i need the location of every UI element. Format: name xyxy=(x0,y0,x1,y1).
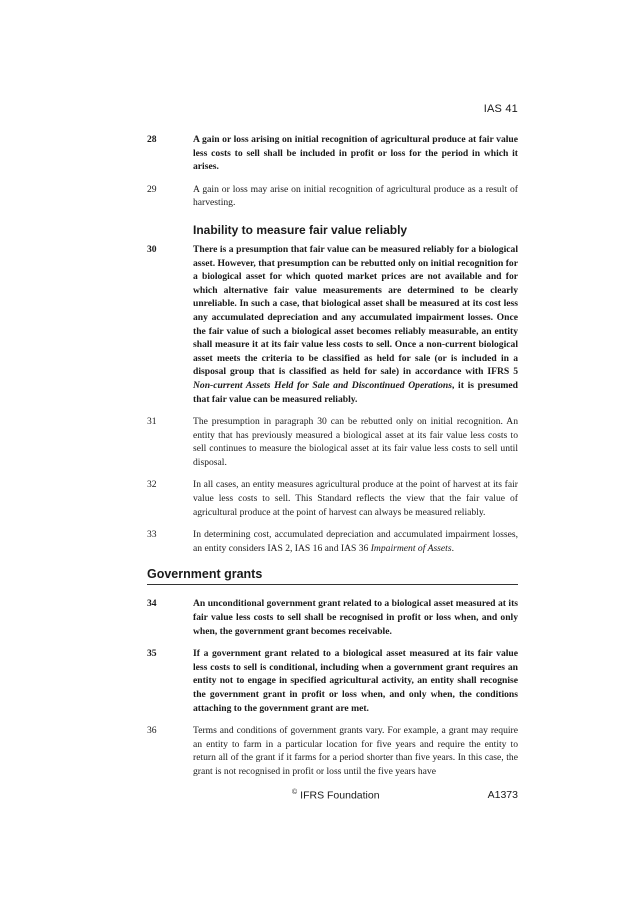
paragraph-number: 33 xyxy=(147,529,157,541)
paragraph-text-part1: In determining cost, accumulated depreciation and accumulated impairment losses, an entity considers IAS 2, IAS 16 and IAS 36 xyxy=(193,529,518,554)
standard-title: Non-current Assets Held for Sale and Discontinued Operations xyxy=(193,379,452,391)
paragraph-29 xyxy=(147,183,518,210)
paragraph-text-part2: , it is presumed that fair value can be measured reliably. xyxy=(193,379,518,405)
paragraph-text xyxy=(193,243,518,406)
paragraph-number: 35 xyxy=(147,648,157,660)
paragraph-30 xyxy=(147,243,518,406)
paragraph-text: Terms and conditions of government grants vary. For example, a grant may require an entity to farm in a particular location for five years and require the entity to return all of the grant if it farms for a period shorter than five years. In this case, the grant is not recognised in profit or loss until the five years have xyxy=(193,725,518,777)
paragraph-number: 34 xyxy=(147,598,157,610)
paragraph-36 xyxy=(147,724,518,778)
paragraph-text xyxy=(193,528,518,555)
paragraph-32 xyxy=(147,478,518,519)
footer-page-number: A1373 xyxy=(487,789,518,801)
paragraph-number: 29 xyxy=(147,183,157,195)
paragraph-text: If a government grant related to a biological asset measured at its fair value less costs to sell is conditional, including when a government grant requires an entity not to engage in specified agricultural activity, an entity shall recognise the government grant in profit or loss when, and only when, the conditions attaching to the government grant are met. xyxy=(193,648,518,714)
paragraph-number: 36 xyxy=(147,725,157,737)
footer-copyright xyxy=(292,789,380,802)
paragraph-text: A gain or loss may arise on initial recognition of agricultural produce as a result of harvesting. xyxy=(193,183,518,209)
paragraph-number: 31 xyxy=(147,416,157,428)
paragraph-text: A gain or loss arising on initial recognition of agricultural produce at fair value less costs to sell shall be included in profit or loss for the period in which it arises. xyxy=(193,134,518,173)
paragraph-35 xyxy=(147,647,518,715)
paragraph-number: 30 xyxy=(147,243,157,255)
standard-title: Impairment of Assets xyxy=(370,542,452,554)
paragraph-text-part2: . xyxy=(451,542,454,554)
paragraph-33 xyxy=(147,528,518,555)
footer-foundation: IFRS Foundation xyxy=(300,789,380,802)
paragraph-number: 32 xyxy=(147,479,157,491)
copyright-symbol: © xyxy=(292,789,298,796)
paragraph-text: An unconditional government grant related to a biological asset measured at its fair value less costs to sell shall be recognised in profit or loss when, and only when, the government grant becomes receivable. xyxy=(193,598,518,637)
paragraph-number: 28 xyxy=(147,134,157,145)
page-header-standard: IAS 41 xyxy=(483,103,518,115)
subheading: Inability to measure fair value reliably xyxy=(193,222,408,237)
paragraph-34 xyxy=(147,597,518,638)
paragraph-31 xyxy=(147,415,518,469)
paragraph-text: The presumption in paragraph 30 can be rebutted only on initial recognition. An entity that has previously measured a biological asset at its fair value less costs to sell continues to measure the biological asset at its fair value less costs to sell until disposal. xyxy=(193,416,518,468)
section-heading: Government grants xyxy=(147,567,518,585)
paragraph-28 xyxy=(147,133,518,174)
paragraph-text-part1: There is a presumption that fair value can be measured reliably for a biological asset. However, that presumption can be rebutted only on initial recognition for a biological asset for which quoted market prices are not available and for which alternative fair value measurements are determined to be clearly unreliable. In such a case, that biological asset shall be measured at its cost less any accumulated depreciation and any accumulated impairment losses. Once the fair value of such a biological asset becomes reliably measurable, an entity shall measure it at its fair value less costs to sell. Once a non-current biological asset meets the criteria to be classified as held for sale (or is included in a disposal group that is classified as held for sale) in accordance with xyxy=(193,243,518,378)
ifrs-reference: IFRS 5 xyxy=(487,366,518,378)
document-body xyxy=(147,133,518,788)
paragraph-text: In all cases, an entity measures agricultural produce at the point of harvest at its fair value less costs to sell. This Standard reflects the view that the fair value of agricultural produce at the point of harvest can always be measured reliably. xyxy=(193,479,518,518)
